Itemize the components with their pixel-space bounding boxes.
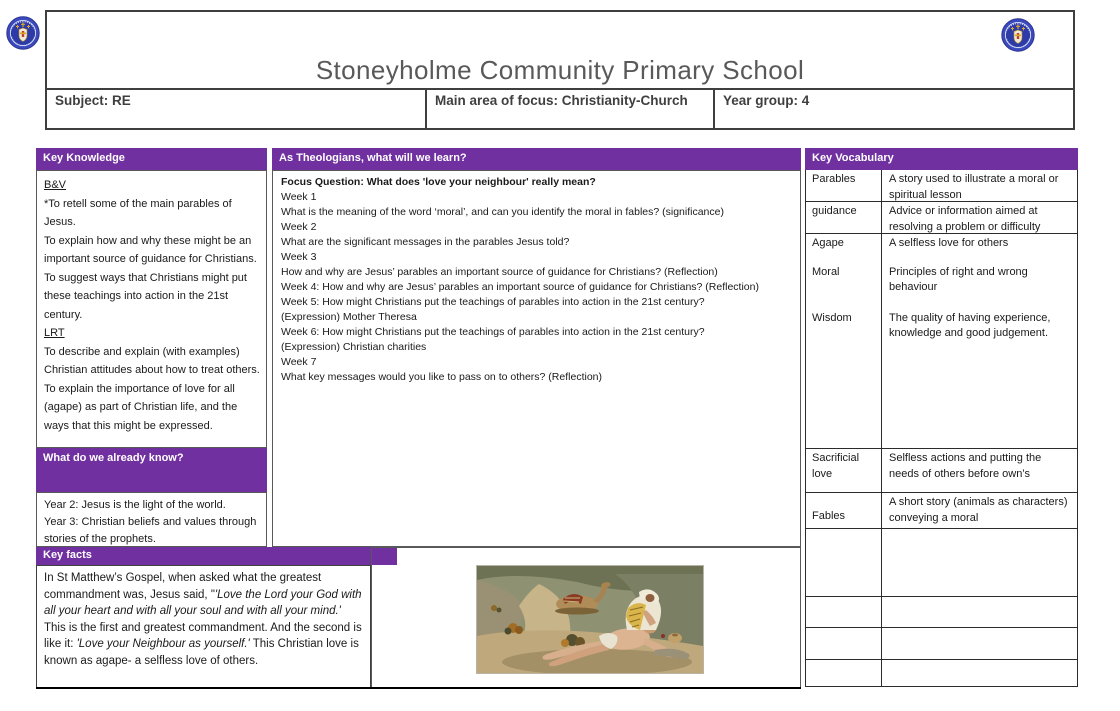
page-title: Stoneyholme Community Primary School (315, 55, 805, 85)
vocab-definition: A story used to illustrate a moral or spiritual lesson (889, 173, 1059, 201)
learning-line: Week 3 (281, 251, 317, 263)
vocab-row (806, 492, 1077, 528)
year-group-cell: Year group: 4 (713, 90, 1073, 128)
learning-line: Week 2 (281, 221, 317, 233)
vocab-definition: The quality of having experience, knowledge and good judgement. (889, 311, 1051, 339)
key-knowledge-item: *To retell some of the main parables of Jesus. (44, 197, 232, 228)
image-cell (371, 547, 801, 689)
vocab-definition: A short story (animals as characters) conveying a moral (889, 496, 1068, 524)
vocab-definition-group (882, 234, 1077, 448)
key-knowledge-item: LRT (44, 327, 65, 339)
key-knowledge-header: Key Knowledge (36, 148, 267, 170)
vocab-row (806, 201, 1077, 233)
vocab-term: Fables (806, 493, 882, 528)
vocab-term: Agape (812, 237, 844, 249)
school-crest-logo (6, 16, 40, 55)
vocab-definition: A selfless love for others (889, 237, 1009, 249)
vocab-term: Sacrificial love (806, 449, 882, 492)
vocab-definition: Advice or information aimed at resolving a problem or difficulty (889, 205, 1041, 233)
focus-area-cell: Main area of focus: Christianity-Church (425, 90, 713, 128)
vocab-row (806, 170, 1077, 201)
key-facts-text: In St Matthew’s Gospel, when asked what the greatest commandment was, Jesus said, " (44, 572, 322, 601)
already-know-line: Year 3: Christian beliefs and values through stories of the prophets. (44, 516, 257, 545)
bottom-border (36, 687, 801, 689)
vocab-definition: Principles of right and wrong behaviour (889, 265, 1028, 293)
vocab-row (806, 233, 1077, 448)
vocab-definition (882, 628, 1077, 659)
learning-line: Week 1 (281, 191, 317, 203)
vocab-term: Wisdom (812, 312, 852, 324)
key-facts-quote: 'Love the Lord your God with all your heart and with all your soul and with all your mind.' (44, 588, 362, 617)
key-knowledge-body (36, 170, 267, 448)
focus-question: Focus Question: What does 'love your neighbour' really mean? (281, 176, 596, 188)
vocab-term (806, 660, 882, 686)
learning-line: Week 7 (281, 356, 317, 368)
good-samaritan-painting (477, 566, 703, 673)
key-knowledge-item: To suggest ways that Christians might put these teachings into action in the 21st century. (44, 271, 247, 321)
learning-line: (Expression) Christian charities (281, 341, 427, 353)
key-vocabulary-header: Key Vocabulary (805, 148, 1078, 170)
subject-row (47, 88, 1073, 128)
already-know-body (36, 492, 267, 547)
vocab-row-empty (806, 627, 1077, 659)
vocab-definition (882, 529, 1077, 596)
learning-line: Week 6: How might Christians put the teachings of parables into action in the 21st century? (281, 326, 705, 338)
vocab-row-empty (806, 596, 1077, 627)
key-knowledge-item: B&V (44, 179, 67, 191)
vocab-definition: Selfless actions and putting the needs of others before own’s (889, 452, 1042, 480)
learning-line: What is the meaning of the word ‘moral’, and can you identify the moral in fables? (significance) (281, 206, 724, 218)
vocab-row-empty (806, 528, 1077, 596)
vocab-term: Moral (812, 265, 840, 278)
vocab-definition (882, 660, 1077, 686)
vocab-row (806, 448, 1077, 492)
already-know-header: What do we already know? (36, 448, 267, 492)
learning-line: (Expression) Mother Theresa (281, 311, 417, 323)
learning-line: Week 4: How and why are Jesus’ parables an important source of guidance for Christians? (Reflection) (281, 281, 759, 293)
learning-line: Week 5: How might Christians put the teachings of parables into action in the 21st century? (281, 296, 705, 308)
already-know-line: Year 2: Jesus is the light of the world. (44, 499, 226, 511)
key-facts-header: Key facts (36, 547, 397, 565)
vocab-definition (882, 597, 1077, 627)
learning-line: What key messages would you like to pass on to others? (Reflection) (281, 371, 602, 383)
key-facts-quote: 'Love your Neighbour as yourself.' (76, 638, 250, 650)
title-row (47, 12, 1073, 88)
learning-header: As Theologians, what will we learn? (272, 148, 801, 170)
key-knowledge-item: To explain how and why these might be an important source of guidance for Christians. (44, 234, 257, 265)
school-crest-logo (1001, 18, 1035, 57)
key-facts-body (36, 565, 371, 688)
vocab-term: guidance (806, 202, 882, 233)
vocabulary-table (805, 170, 1078, 687)
key-knowledge-item: To describe and explain (with examples) Christian attitudes about how to treat others. (44, 345, 260, 376)
key-facts-text: This Christian love is known as agape- a selfless love of others. (44, 638, 359, 667)
vocab-term (806, 628, 882, 659)
learning-line: How and why are Jesus’ parables an important source of guidance for Christians? (Reflection) (281, 266, 718, 278)
learning-line: What are the significant messages in the parables Jesus told? (281, 236, 570, 248)
subject-cell: Subject: RE (55, 93, 131, 108)
vocab-term-group (806, 234, 882, 448)
header-table (45, 10, 1075, 130)
key-knowledge-item: To explain the importance of love for all (agape) as part of Christian life, and the ways that this might be expressed. (44, 382, 238, 432)
key-facts-text: This is the first and greatest commandment. And the second is like it: (44, 621, 362, 650)
vocab-row-empty (806, 659, 1077, 686)
learning-body (272, 170, 801, 547)
vocab-term (806, 597, 882, 627)
vocab-term: Parables (806, 170, 882, 201)
vocab-term (806, 529, 882, 596)
